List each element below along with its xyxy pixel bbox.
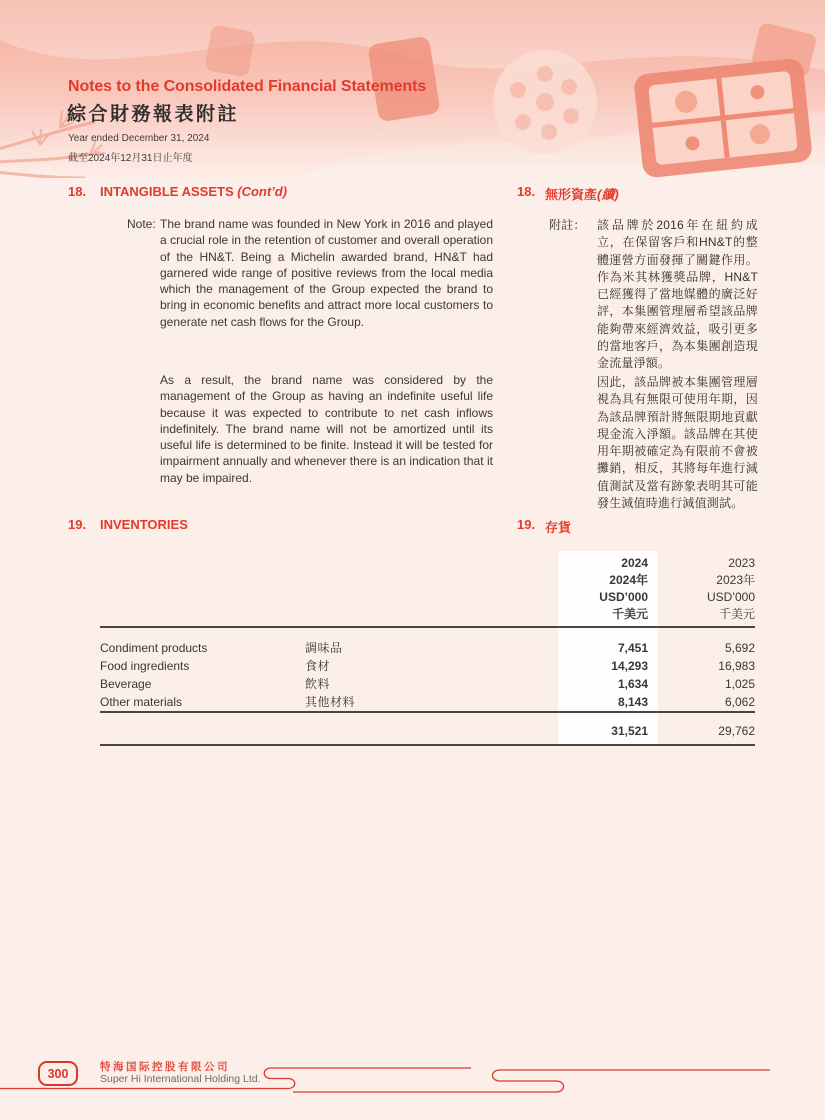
section19-number-zh: 19. [517, 517, 536, 532]
note-paragraph-zh-1: 該品牌於2016年在紐約成立，在保留客戶和HN&T的整體運營方面發揮了關鍵作用。作為米其林獲獎品牌，HN&T已經獲得了當地媒體的廣泛好評，本集團管理層希望該品牌能夠帶來經濟效益，吸引更多的當地客戶，為本集團創造現金流量淨額。 [597, 218, 758, 371]
row-label-en: Other materials [100, 695, 183, 709]
page-number-badge [38, 1061, 78, 1086]
company-name-zh: 特海国际控股有限公司 [100, 1061, 230, 1073]
row-value-2024: 7,451 [617, 641, 648, 655]
table-rule-subtotal [100, 711, 755, 713]
row-value-2023: 16,983 [718, 659, 755, 673]
total-value-2024: 31,521 [611, 724, 648, 738]
section18-heading-en-text: INTANGIBLE ASSETS [100, 184, 234, 199]
year-2023-zh: 2023年 [716, 573, 755, 587]
total-row [100, 722, 755, 740]
row-value-2023: 6,062 [724, 695, 755, 709]
row-value-2024: 14,293 [611, 659, 648, 673]
section18-heading-en-contd: (Cont’d) [237, 184, 288, 199]
table-header-2024 [455, 555, 648, 623]
row-label-en: Food ingredients [100, 659, 190, 673]
total-spacer [305, 722, 455, 740]
lotus-root-icon [493, 50, 597, 154]
section18-heading-en [100, 184, 287, 199]
total-value-2023: 29,762 [718, 724, 755, 738]
table-row [100, 639, 755, 657]
parcel-icon [204, 25, 255, 78]
note-paragraph-zh-2: 因此，該品牌被本集團管理層視為具有無限可使用年期，因為該品牌預計將無限期地貢獻現金流入淨額。該品牌在其使用年期被確定為有限前不會被攤銷，相反，其將每年進行減值測試及當有跡象表明其可能發生減值時進行減值測試。 [597, 375, 758, 511]
page-number: 300 [47, 1066, 69, 1081]
section18-number-zh: 18. [517, 184, 536, 199]
table-header-2023 [648, 555, 755, 623]
row-value-2023: 5,692 [724, 641, 755, 655]
row-label-en: Beverage [100, 677, 152, 691]
total-spacer [100, 722, 305, 740]
inventories-table-body [100, 639, 755, 711]
row-value-2024: 8,143 [617, 695, 648, 709]
table-row [100, 657, 755, 675]
row-value-2024: 1,634 [617, 677, 648, 691]
unit-2023-zh: 千美元 [718, 607, 755, 621]
row-label-zh: 其他材料 [305, 695, 356, 709]
table-row [100, 693, 755, 711]
year-2023: 2023 [728, 556, 755, 570]
page-title-zh: 綜合財務報表附註 [67, 104, 240, 125]
note-label-en: Note: [127, 217, 156, 231]
section19-number-en: 19. [68, 517, 87, 532]
year-2024-zh: 2024年 [609, 573, 648, 587]
section19-heading-en: INVENTORIES [100, 517, 188, 532]
inventories-table-total [100, 722, 755, 740]
note-paragraph-en-2: As a result, the brand name was considered by the management of the Group as having an indefinite useful life because it was expected to contribute to net cash inflows indefinitely. The brand name will not be amortized until its useful life is determined to be finite. Instead it will be tested for impairment annually and whenever there is an indication that it may be impaired. [160, 373, 493, 485]
unit-2024: USD’000 [599, 590, 648, 604]
row-label-zh: 食材 [305, 659, 331, 673]
period-zh: 截至2024年12月31日止年度 [68, 153, 193, 164]
section18-heading-zh-contd: (續) [597, 187, 619, 202]
period-en: Year ended December 31, 2024 [68, 133, 210, 144]
table-rule-top [100, 626, 755, 628]
table-rule-bottom [100, 744, 755, 746]
section18-heading-zh [545, 184, 619, 203]
section18-number-en: 18. [68, 184, 87, 199]
section19-heading-zh: 存貨 [545, 520, 572, 535]
row-label-zh: 飲料 [305, 677, 331, 691]
company-name-en: Super Hi International Holding Ltd. [100, 1073, 261, 1085]
section18-heading-zh-text: 無形資產 [545, 187, 598, 202]
unit-2024-zh: 千美元 [611, 607, 648, 621]
page-title-en: Notes to the Consolidated Financial Statements [68, 78, 427, 95]
note-label-zh: 附註： [549, 218, 586, 232]
note-paragraph-en-1: The brand name was founded in New York in 2016 and played a crucial role in the retention of customer and overall operation of the HN&T. Being a Michelin awarded brand, HN&T had garnered wide range of positive reviews from the local media which the management of the Group expected the brand to bring in economic benefits and attract more local customers to generate net cash flows for the Group. [160, 217, 493, 329]
year-2024: 2024 [621, 556, 648, 570]
row-label-zh: 調味品 [305, 641, 343, 655]
row-label-en: Condiment products [100, 641, 208, 655]
row-value-2023: 1,025 [724, 677, 755, 691]
unit-2023: USD’000 [706, 590, 755, 604]
table-row [100, 675, 755, 693]
